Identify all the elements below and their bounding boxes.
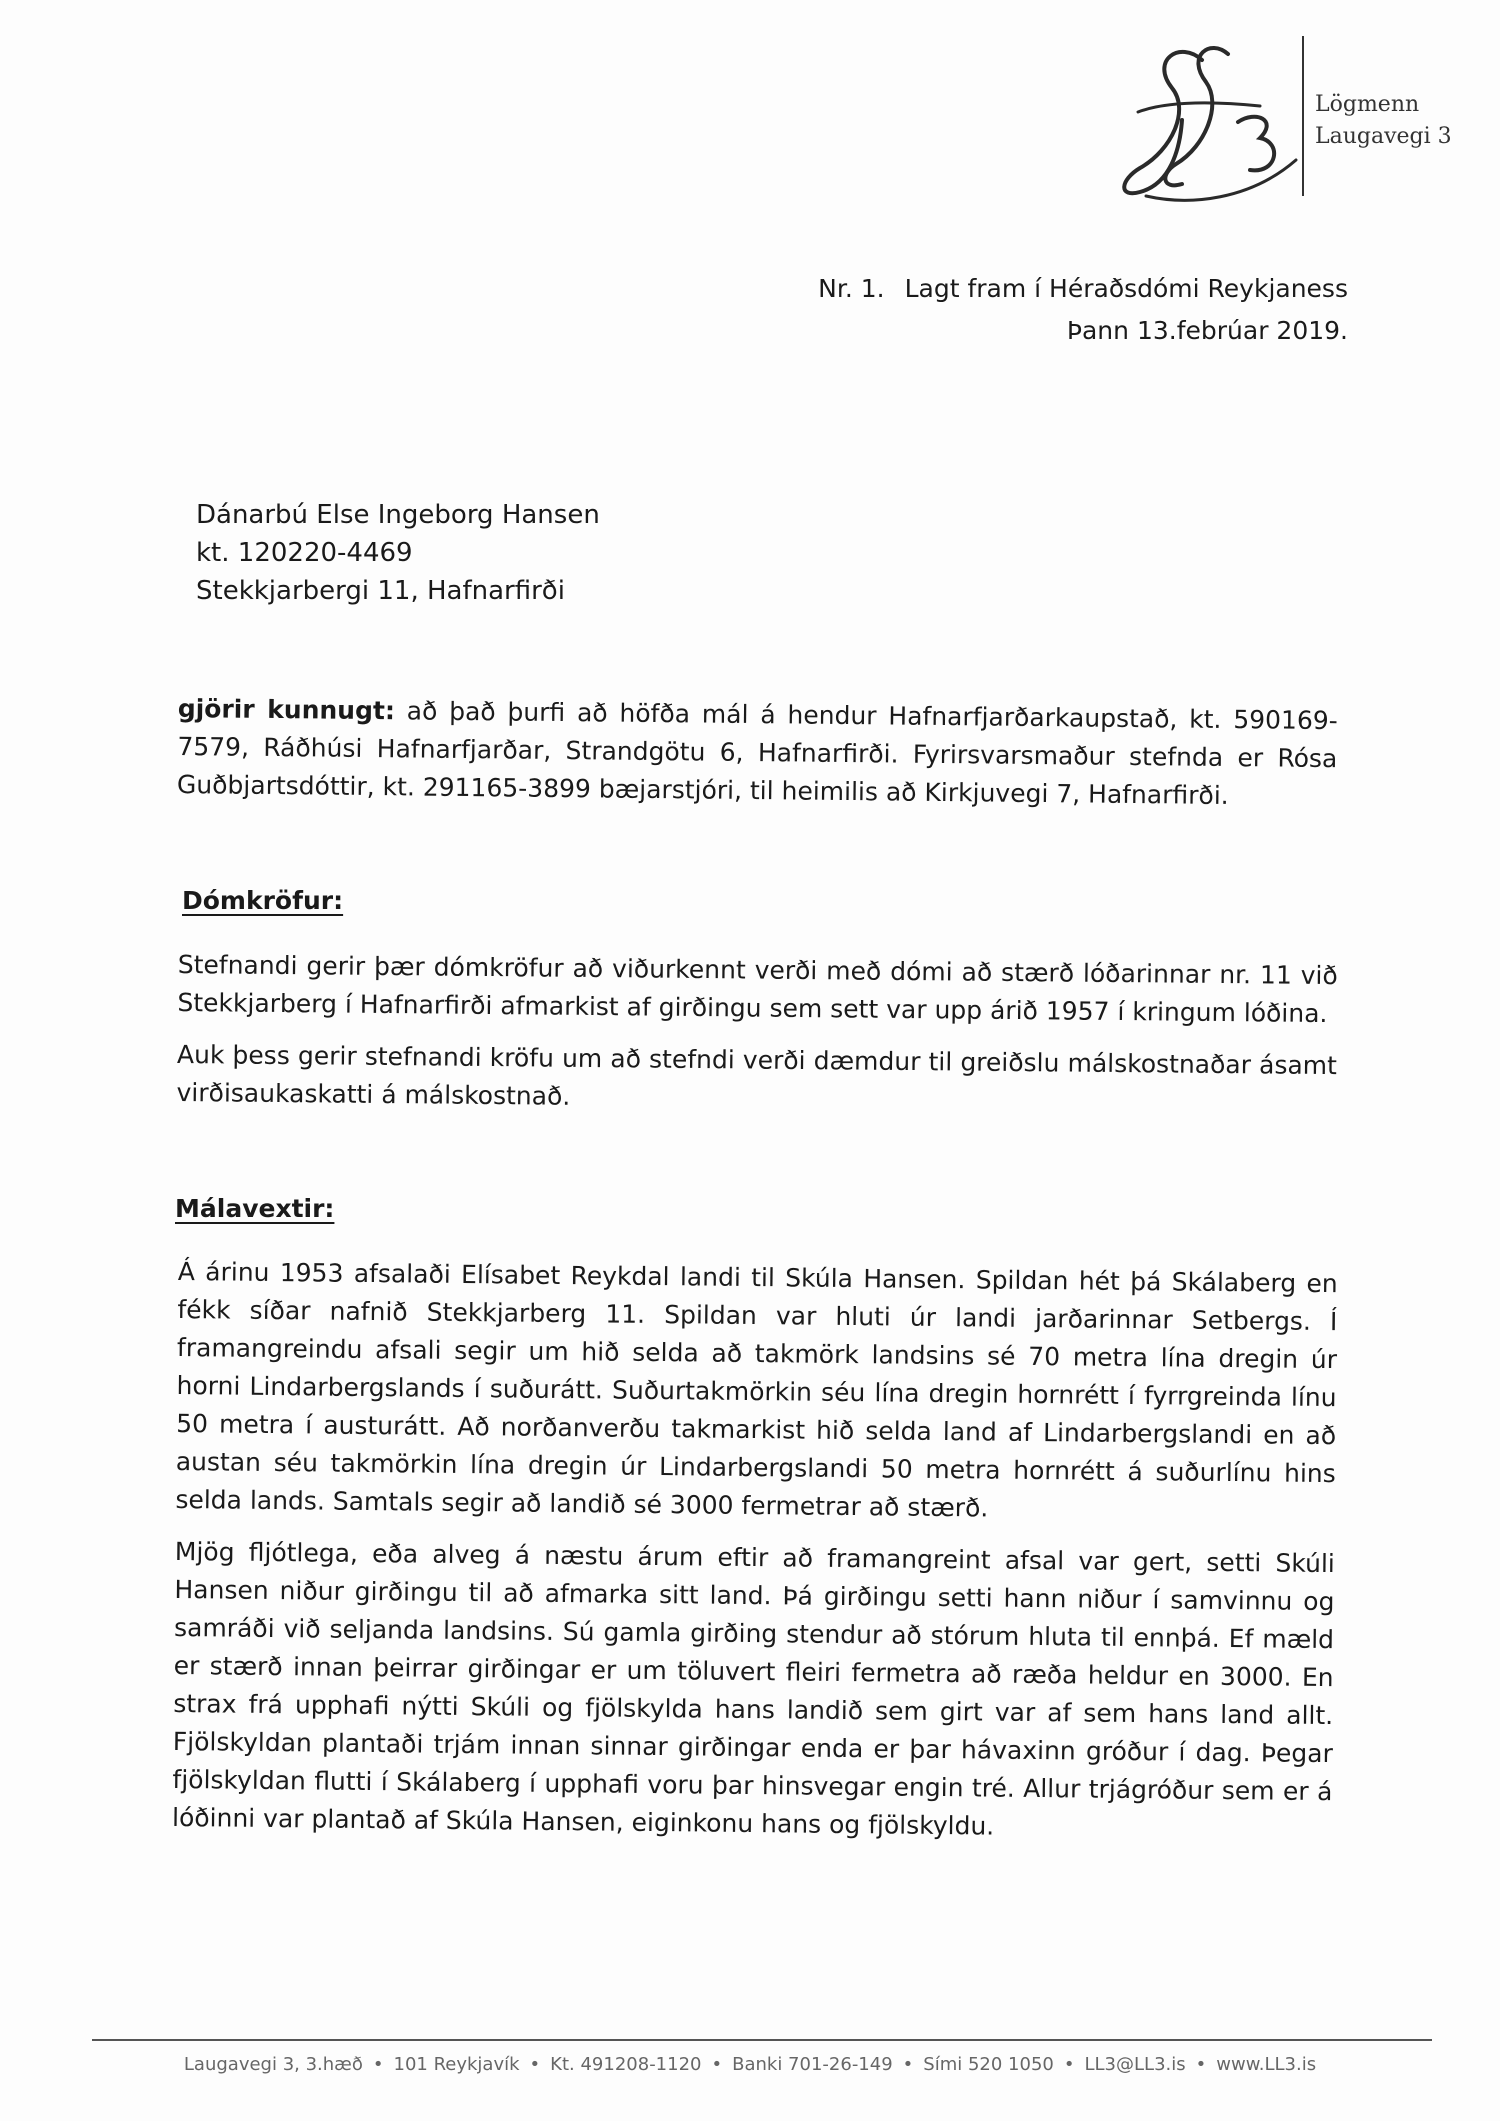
facts-heading: Málavextir:: [175, 1194, 335, 1223]
footer-separator: •: [529, 2054, 541, 2075]
addressee-block: [196, 496, 600, 610]
firm-address: Laugavegi 3: [1315, 124, 1452, 149]
footer-bank: Banki 701-26-149: [732, 2054, 893, 2075]
filing-number: Nr. 1.: [818, 274, 885, 303]
footer-email: LL3@LL3.is: [1084, 2054, 1186, 2075]
intro-paragraph: [177, 690, 1338, 816]
footer-separator: •: [711, 2054, 723, 2075]
footer: [0, 2054, 1500, 2075]
footer-city: 101 Reykjavík: [393, 2054, 520, 2075]
claims-section: [176, 946, 1338, 1123]
footer-phone: Sími 520 1050: [923, 2054, 1054, 2075]
claims-paragraph: Auk þess gerir stefnandi kröfu um að stefndi verði dæmdur til greiðslu málskostnaðar ásamt virðisaukaskatti á málskostnað.: [176, 1039, 1338, 1111]
footer-separator: •: [372, 2054, 384, 2075]
logo-divider: [1302, 36, 1304, 196]
footer-address: Laugavegi 3, 3.hæð: [183, 2054, 363, 2075]
claims-paragraph: Stefnandi gerir þær dómkröfur að viðurkennt verði með dómi að stærð lóðarinnar nr. 11 við Stekkjarberg í Hafnarfirði afmarkist af girðingu sem sett var upp árið 1957 í kringum lóðina.: [177, 949, 1338, 1029]
intro-text: að það þurfi að höfða mál á hendur Hafnarfjarðarkaupstað, kt. 590169-7579, Ráðhúsi Hafnarfjarðar, Strandgötu 6, Hafnarfirði. Fyrirsvarsmaður stefnda er Rósa Guðbjartsdóttir, kt. 291165-3899 bæjarstjóri, til heimilis að Kirkjuvegi 7, Hafnarfirði.: [176, 696, 1338, 811]
filing-stamp: [818, 268, 1348, 352]
addressee-address: Stekkjarbergi 11, Hafnarfirði: [196, 576, 565, 606]
facts-paragraph: Mjög fljótlega, eða alveg á næstu árum eftir að framangreint afsal var gert, setti Skúli Hansen niður girðingu til að afmarka sitt land. Þá girðingu setti hann niður í samvinnu og samráði við seljanda landsins. Sú gamla girðing stendur að stórum hluta til ennþá. Ef mæld er stærð innan þeirrar girðingar er um töluvert fleiri fermetra að ræða heldur en 3000. En strax frá upphafi nýtti Skúli og fjölskylda hans landið sem girt var af sem hans land allt. Fjölskyldan plantaði trjám innan sinnar girðingar enda er þar hávaxinn gróður í dag. Þegar fjölskyldan flutti í Skálaberg í upphafi voru þar hinsvegar engin tré. Allur trjágróður sem er á lóðinni var plantað af Skúla Hansen, eiginkonu hans og fjölskyldu.: [171, 1536, 1335, 1841]
letterhead-logo: [1110, 30, 1452, 210]
filing-date: Þann 13.febrúar 2019.: [1066, 316, 1348, 345]
addressee-id: kt. 120220-4469: [196, 538, 413, 568]
ll3-monogram-icon: [1110, 30, 1300, 210]
footer-website: www.LL3.is: [1216, 2054, 1317, 2075]
footer-separator: •: [1195, 2054, 1207, 2075]
facts-paragraph: Á árinu 1953 afsalaði Elísabet Reykdal landi til Skúla Hansen. Spildan hét þá Skálaberg en fékk síðar nafnið Stekkjarberg 11. Spildan var hluti úr landi jarðarinnar Setbergs. Í framangreindu afsali segir um hið selda að takmörk landsins sé 70 metra lína dregin úr horni Lindarbergslands í suðurátt. Suðurtakmörkin séu lína dregin hornrétt í fyrrgreinda línu 50 metra í austurátt. Að norðanverðu takmarkist hið selda land af Lindarbergslandi en að austan séu takmörkin lína dregin úr Lindarbergslandi 50 metra hornrétt á suðurlínu hins selda lands. Samtals segir að landið sé 3000 fermetrar að stærð.: [175, 1256, 1338, 1523]
footer-separator: •: [902, 2054, 914, 2075]
footer-kt: Kt. 491208-1120: [550, 2054, 702, 2075]
firm-name: Lögmenn: [1315, 92, 1420, 117]
intro-lead: gjörir kunnugt:: [177, 693, 396, 726]
claims-heading: Dómkröfur:: [182, 886, 344, 915]
facts-section: [172, 1253, 1338, 1849]
filing-court-line: [818, 268, 1348, 310]
addressee-name: Dánarbú Else Ingeborg Hansen: [196, 500, 600, 530]
footer-divider: [92, 2039, 1432, 2041]
filing-court: Lagt fram í Héraðsdómi Reykjaness: [904, 274, 1348, 303]
footer-separator: •: [1063, 2054, 1075, 2075]
